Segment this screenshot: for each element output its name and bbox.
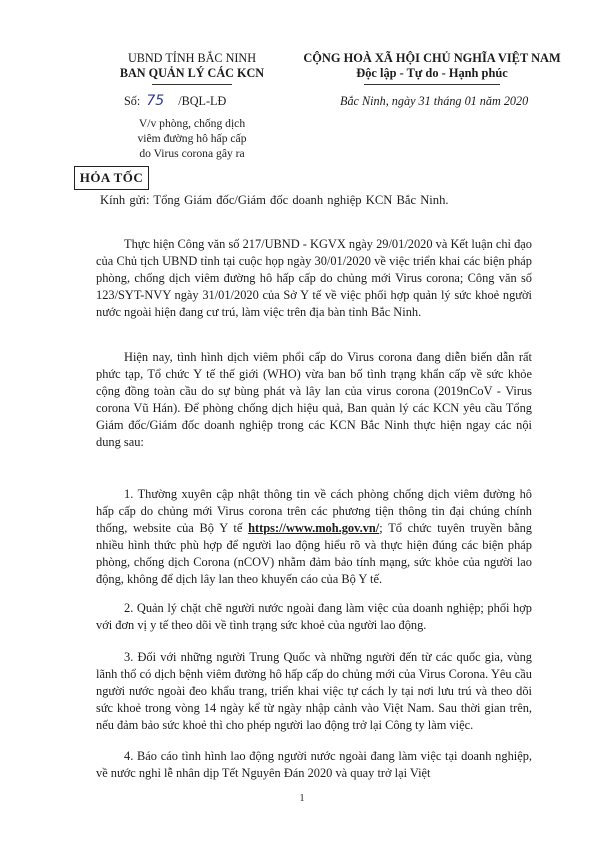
department-underline xyxy=(152,84,232,85)
item-1-text-start: 1. Thường xuyên cập nhật thông tin về cách phòng chống dịch viêm đường hô hấp cấp do chủng mới Virus corona trên các phương tiện thông tin đại chúng chính thống, website của Bộ Y tế xyxy=(96,487,532,536)
urgent-stamp: HỎA TỐC xyxy=(74,166,149,190)
moh-website-link[interactable]: https://www.moh.gov.vn/ xyxy=(248,521,380,536)
paragraph-item-3 xyxy=(96,649,532,734)
item-1-text-end: ; Tổ chức tuyên truyền bằng nhiều hình thức phù hợp để người lao động hiểu rõ và thực hiện đúng các biện pháp phòng, chống dịch Corona (nCOV) nhằm đảm bảo tính mạng, sức khỏe của người lao động, không để dịch lây lan theo khuyến cáo của Bộ Y tế. xyxy=(96,521,532,587)
recipient-line: Kính gửi: Tổng Giám đốc/Giám đốc doanh nghiệp KCN Bắc Ninh. xyxy=(100,193,449,207)
paragraph-text: 4. Báo cáo tình hình lao động người nước ngoài đang làm việc tại doanh nghiệp, về nước nghỉ lễ nhân dịp Tết Nguyên Đán 2020 và quay trở lại Việt xyxy=(96,749,532,781)
paragraph-item-1 xyxy=(96,486,532,589)
so-label: Số: xyxy=(124,94,141,108)
subject-line: do Virus corona gây ra xyxy=(139,147,245,160)
paragraph-item-4 xyxy=(96,748,532,782)
handwritten-number: 75 xyxy=(146,93,165,109)
so-suffix: /BQL-LĐ xyxy=(178,94,227,108)
issue-date: Bắc Ninh, ngày 31 tháng 01 năm 2020 xyxy=(340,94,529,108)
paragraph-text: 3. Đối với những người Trung Quốc và những người đến từ các quốc gia, vùng lãnh thổ có dịch bệnh viêm đường hô hấp cấp do chủng mới của Virus Corona. Yêu cầu người nước ngoài đeo khẩu trang, triển khai việc tự cách ly tại nơi lưu trú và theo dõi sức khoẻ trong vòng 14 ngày kể từ ngày nhập cảnh vào Việt Nam. Sau thời gian trên, nếu đảm bảo sức khoẻ thì cho phép người lao động trở lại Công ty làm việc. xyxy=(96,650,532,733)
department-name: BAN QUẢN LÝ CÁC KCN xyxy=(119,66,265,80)
paragraph-text: Hiện nay, tình hình dịch viêm phổi cấp do Virus corona đang diễn biến dẫn rất phức tạp, Tổ chức Y tế thế giới (WHO) vừa ban bố tình trạng khẩn cấp về sức khỏe cộng đồng toàn cầu do sự bùng phát và lây lan của virus corona (2019nCoV - Virus corona Vũ Hán). Để phòng chống dịch hiệu quả, Ban quản lý các KCN yêu cầu Tổng Giám đốc/Giám đốc doanh nghiệp trong các KCN Bắc Ninh thực hiện ngay các nội dung sau: xyxy=(96,350,532,450)
paragraph-intro xyxy=(96,236,532,321)
country-name: CỘNG HOÀ XÃ HỘI CHỦ NGHĨA VIỆT NAM xyxy=(303,51,561,65)
subject-line: viêm đường hô hấp cấp xyxy=(137,132,247,145)
document-subject xyxy=(106,116,278,161)
paragraph-situation xyxy=(96,349,532,452)
paragraph-text xyxy=(96,486,532,589)
motto-underline xyxy=(364,84,500,85)
national-motto: Độc lập - Tự do - Hạnh phúc xyxy=(356,66,508,80)
document-number xyxy=(124,93,226,109)
page-number: 1 xyxy=(299,793,305,804)
paragraph-text: Thực hiện Công văn số 217/UBND - KGVX ngày 29/01/2020 và Kết luận chỉ đạo của Chủ tịch UBND tỉnh tại cuộc họp ngày 30/01/2020 về việc triển khai các biện pháp phòng, chống dịch viêm đường hô hấp cấp do chủng mới Virus corona; Công văn số 123/SYT-NVY ngày 31/01/2020 của Sở Y tế về việc phối hợp quản lý sức khoẻ người nước ngoài hiện đang cư trú, làm việc trên địa bàn tỉnh Bắc Ninh. xyxy=(96,237,532,320)
paragraph-item-2 xyxy=(96,600,532,634)
agency-name: UBND TỈNH BẮC NINH xyxy=(127,51,257,65)
subject-line: V/v phòng, chống dịch xyxy=(138,117,246,130)
paragraph-text: 2. Quản lý chặt chẽ người nước ngoài đang làm việc của doanh nghiệp; phối hợp với đơn vị y tế theo dõi về tình trạng sức khoẻ của người lao động. xyxy=(96,601,532,633)
